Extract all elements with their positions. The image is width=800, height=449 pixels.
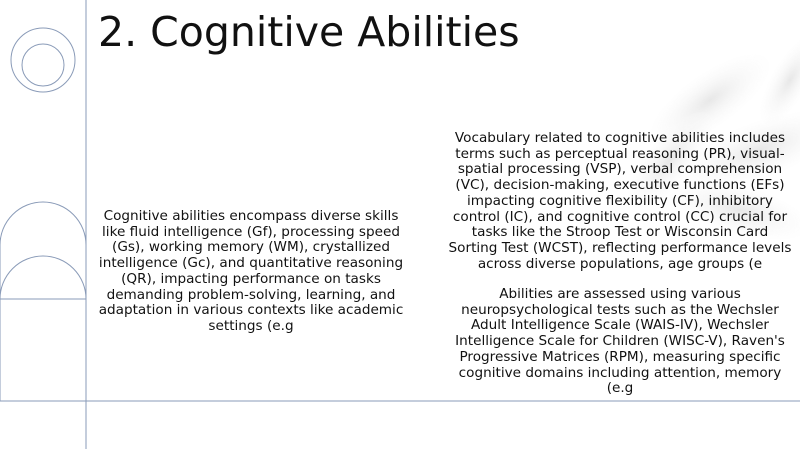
arch-outline-upper xyxy=(0,202,86,245)
right-body-paragraph-assessment: Abilities are assessed using various neuropsychological tests such as the Wechsler Adult Intelligence Scale (WAIS-IV), Wechsler Intelligence Scale for Children (WISC-V), Raven's Progressive Matrices (RPM), measuring specific cognitive domains including attention, memory (e.g xyxy=(455,286,785,397)
right-body-paragraph-vocabulary: Vocabulary related to cognitive abilities includes terms such as perceptual reasoning (PR), visual-spatial processing (VSP), verbal comprehension (VC), decision-making, executive functions (EFs) impacting cognitive flexibility (CF), inhibitory control (IC), and cognitive control (CC) crucial for tasks like the Stroop Test or Wisconsin Card Sorting Test (WCST), reflecting performance levels across diverse populations, age groups (e xyxy=(448,130,792,272)
circle-outline-large xyxy=(11,28,75,92)
circle-outline-small xyxy=(22,44,64,86)
left-body-paragraph: Cognitive abilities encompass diverse skills like fluid intelligence (Gf), processing speed (Gs), working memory (WM), crystallized intelligence (Gc), and quantitative reasoning (QR), impacting performance on tasks demanding problem-solving, learning, and adaptation in various contexts like academic settings (e.g xyxy=(98,208,404,334)
arch-outline-lower xyxy=(0,256,86,401)
slide-title: 2. Cognitive Abilities xyxy=(98,8,520,56)
